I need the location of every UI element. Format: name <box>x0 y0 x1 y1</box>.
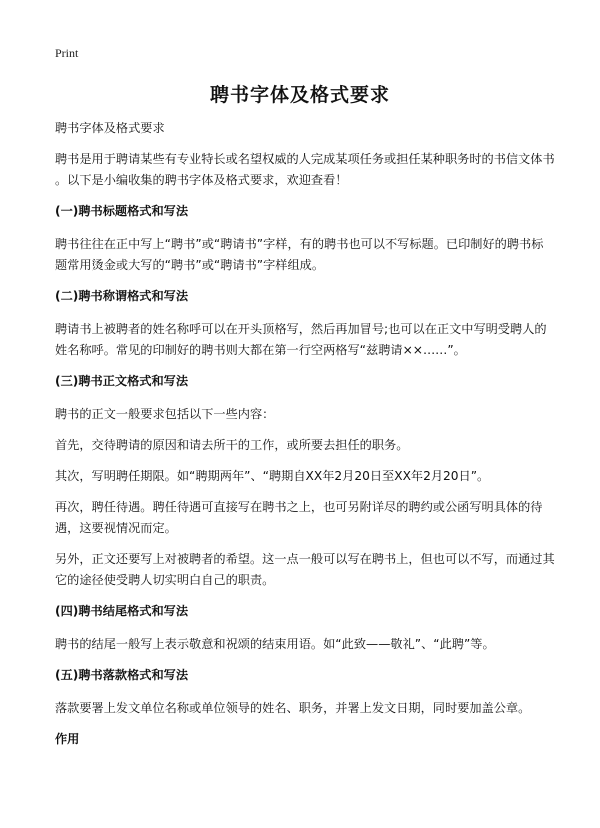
print-link[interactable]: Print <box>55 46 79 60</box>
section-paragraph: 落款要署上发文单位名称或单位领导的姓名、职务，并署上发文日期，同时要加盖公章。 <box>55 701 531 715</box>
section-paragraph: 另外，正文还要写上对被聘者的希望。这一点一般可以写在聘书上，但也可以不写，而通过其它的途径使受聘人切实明白自己的职责。 <box>55 552 555 587</box>
section-heading: (五)聘书落款格式和写法 <box>55 668 189 682</box>
section-heading: (三)聘书正文格式和写法 <box>55 374 189 388</box>
section-heading: (二)聘书称谓格式和写法 <box>55 289 189 303</box>
section-heading: (四)聘书结尾格式和写法 <box>55 604 189 618</box>
section-paragraph: 聘书的结尾一般写上表示敬意和祝颂的结束用语。如“此致——敬礼”、“此聘”等。 <box>55 637 495 651</box>
document-body <box>55 118 555 762</box>
section-heading: (一)聘书标题格式和写法 <box>55 204 189 218</box>
section-paragraph: 再次，聘任待遇。聘任待遇可直接写在聘书之上，也可另附详尽的聘约或公函写明具体的待遇，这要视情况而定。 <box>55 500 543 535</box>
section-paragraph: 其次，写明聘任期限。如“聘期两年”、“聘期自XX年2月20日至XX年2月20日”。 <box>55 469 490 483</box>
document-title: 聘书字体及格式要求 <box>209 84 390 106</box>
section-paragraph: 聘书的正文一般要求包括以下一些内容： <box>55 407 275 421</box>
intro-paragraph: 聘书是用于聘请某些有专业特长或名望权威的人完成某项任务或担任某种职务时的书信文体书 。以下是小编收集的聘书字体及格式要求，欢迎查看！ <box>55 152 555 187</box>
section-paragraph: 聘书往往在正中写上“聘书”或“聘请书”字样，有的聘书也可以不写标题。已印制好的聘书标题常用烫金或大写的“聘书”或“聘请书”字样组成。 <box>55 237 544 272</box>
section-paragraph: 聘请书上被聘者的姓名称呼可以在开头顶格写，然后再加冒号;也可以在正文中写明受聘人的姓名称呼。常见的印制好的聘书则大都在第一行空两格写“兹聘请××……”。 <box>55 322 547 357</box>
section-heading: 作用 <box>55 732 80 746</box>
document-subtitle: 聘书字体及格式要求 <box>55 121 165 135</box>
section-paragraph: 首先，交待聘请的原因和请去所干的工作，或所要去担任的职务。 <box>55 438 409 452</box>
